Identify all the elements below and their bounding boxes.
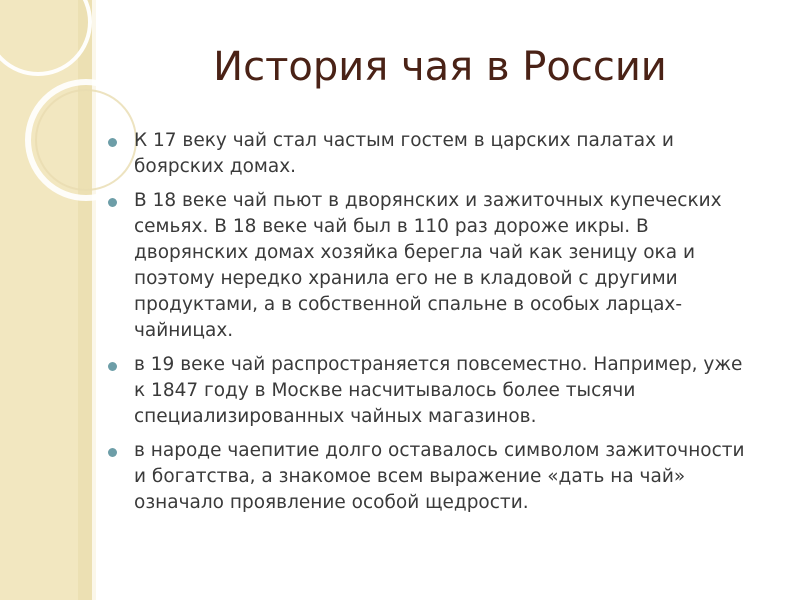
bullet-item [106,352,756,430]
bullet-item [106,438,756,516]
bullet-text: в народе чаепитие долго оставалось символом зажиточности и богатства, а знакомое всем выражение «дать на чай» означало проявление особой щедрости. [134,440,745,513]
bullet-list [106,128,756,524]
bullet-item [106,128,756,180]
bullet-text: в 19 веке чай распространяется повсеместно. Например, уже к 1847 году в Москве насчитывалось более тысячи специализированных чайных магазинов. [134,354,743,427]
bullet-text: К 17 веку чай стал частым гостем в царских палатах и боярских домах. [134,130,674,177]
bullet-dot-icon [108,198,117,207]
bullet-text: В 18 веке чай пьют в дворянских и зажиточных купеческих семьях. В 18 веке чай был в 110 раз дороже икры. В дворянских домах хозяйка берегла чай как зеницу ока и поэтому нередко хранила его не в кладовой с другими продуктами, а в собственной спальне в особых ларцах-чайницах. [134,190,722,341]
bullet-dot-icon [108,362,117,371]
bullet-dot-icon [108,138,117,147]
bullet-item [106,188,756,344]
bullet-dot-icon [108,448,117,457]
slide-title: История чая в России [213,44,667,90]
